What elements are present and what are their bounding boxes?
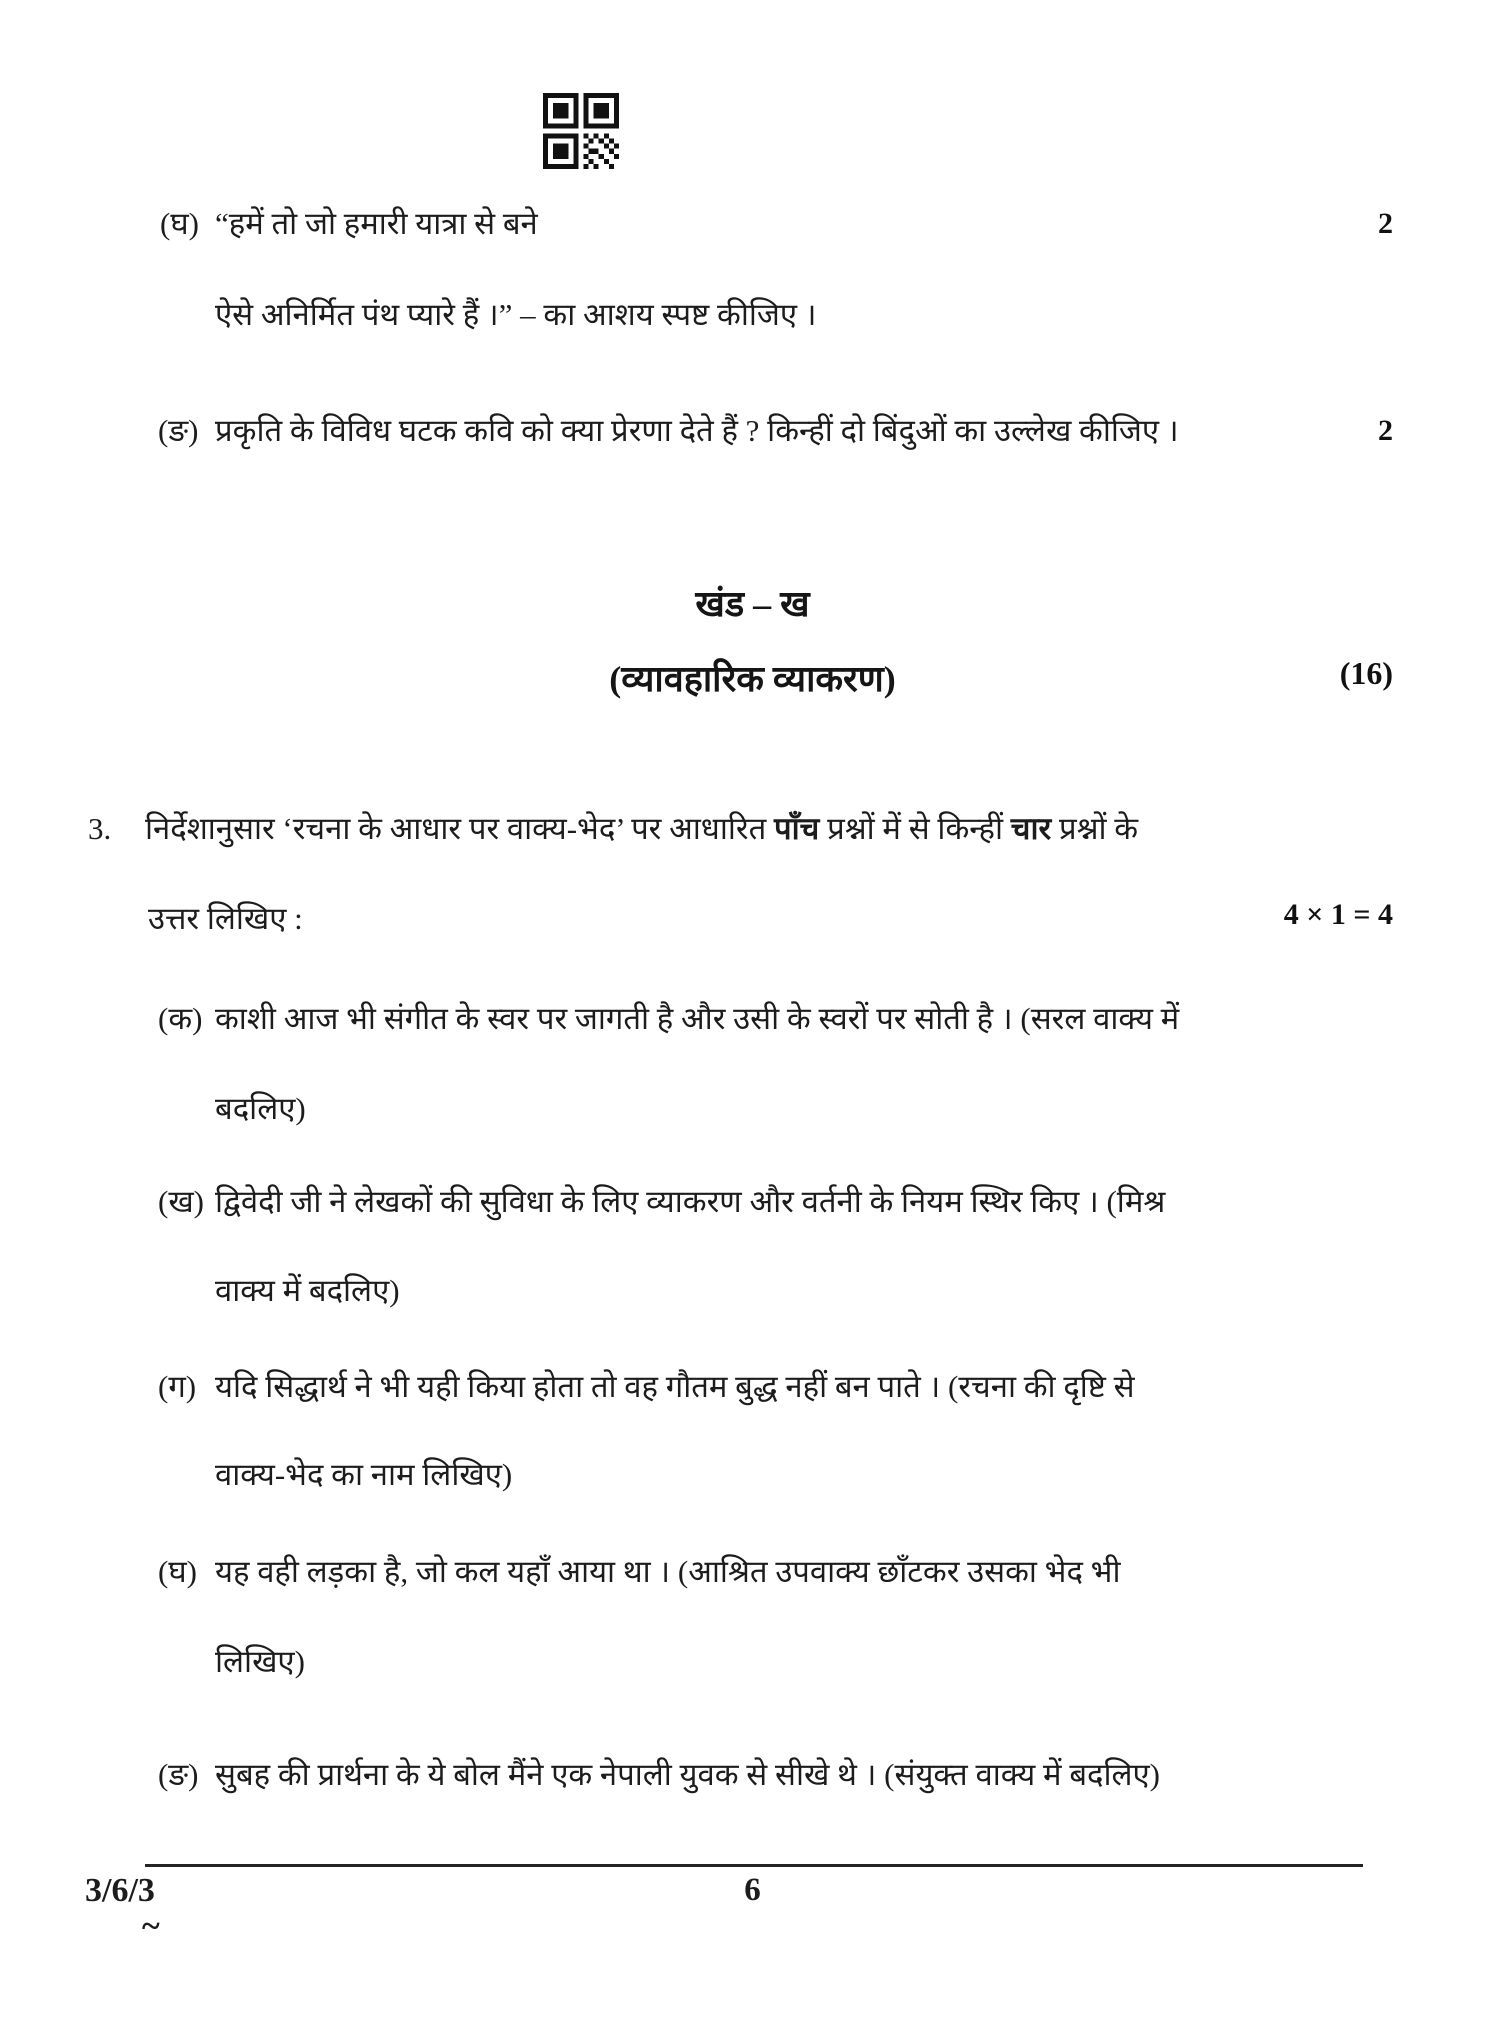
intro-bold-char: चार [1010, 811, 1052, 846]
intro-text: प्रश्नों के [1051, 811, 1139, 846]
subquestion-label: (ग) [158, 1369, 197, 1404]
subquestion-label: (ङ) [158, 1757, 199, 1792]
intro-bold-panch: पाँच [774, 811, 820, 846]
subquestion-line: वाक्य-भेद का नाम लिखिए) [215, 1457, 513, 1492]
intro-text: प्रश्नों में से किन्हीं [819, 811, 1011, 846]
question-label: (ङ) [158, 413, 199, 448]
subquestion-label: (घ) [158, 1554, 197, 1589]
question-intro-line1 [145, 810, 1138, 849]
subquestion-line: सुबह की प्रार्थना के ये बोल मैंने एक नेपाली युवक से सीखे थे । (संयुक्त वाक्य में बदलिए) [215, 1757, 1161, 1792]
question-marks: 2 [1378, 414, 1393, 447]
subquestion-label: (ख) [158, 1184, 205, 1219]
subquestion-line: काशी आज भी संगीत के स्वर पर जागती है और उसी के स्वरों पर सोती है । (सरल वाक्य में [215, 1001, 1180, 1036]
question-intro-line2: उत्तर लिखिए : [148, 901, 303, 936]
subquestion-line: यदि सिद्धार्थ ने भी यही किया होता तो वह गौतम बुद्ध नहीं बन पाते । (रचना की दृष्टि से [215, 1369, 1135, 1404]
tilde-mark: ~ [142, 1908, 160, 1945]
subquestion-line: वाक्य में बदलिए) [215, 1273, 400, 1308]
footer-divider [145, 1864, 1363, 1867]
question-3-marks: 4 × 1 = 4 [1283, 898, 1393, 931]
paper-code: 3/6/3 [85, 1872, 155, 1909]
question-number: 3. [88, 811, 112, 846]
question-line: प्रकृति के विविध घटक कवि को क्या प्रेरणा देते हैं ? किन्हीं दो बिंदुओं का उल्लेख कीजिए । [215, 413, 1179, 448]
question-label: (घ) [160, 206, 199, 241]
page-number: 6 [744, 1872, 761, 1908]
subquestion-line: बदलिए) [215, 1091, 306, 1126]
section-subtitle: (व्यावहारिक व्याकरण) [609, 659, 896, 699]
question-marks: 2 [1378, 207, 1393, 240]
subquestion-line: यह वही लड़का है, जो कल यहाँ आया था । (आश्रित उपवाक्य छाँटकर उसका भेद भी [215, 1554, 1121, 1589]
subquestion-label: (क) [158, 1001, 203, 1036]
question-line: “हमें तो जो हमारी यात्रा से बने [215, 206, 538, 241]
section-title: खंड – ख [695, 584, 810, 624]
subquestion-line: द्विवेदी जी ने लेखकों की सुविधा के लिए व्याकरण और वर्तनी के नियम स्थिर किए । (मिश्र [215, 1184, 1166, 1219]
subquestion-line: लिखिए) [215, 1644, 305, 1679]
section-total-marks: (16) [1339, 655, 1393, 691]
qr-code [543, 93, 619, 169]
question-line: ऐसे अनिर्मित पंथ प्यारे हैं ।” – का आशय स्पष्ट कीजिए । [215, 297, 817, 332]
intro-text: निर्देशानुसार ‘रचना के आधार पर वाक्य-भेद’ पर आधारित [145, 811, 775, 846]
